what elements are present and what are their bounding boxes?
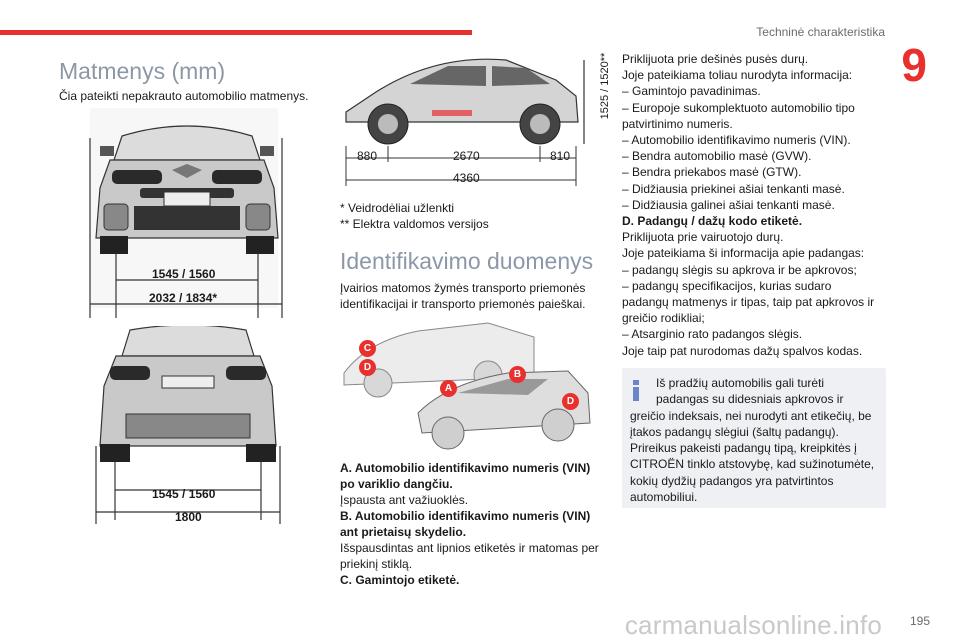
col3-line: – Europoje sukomplektuoto automobilio tipo xyxy=(622,100,855,115)
col3-line: Joje pateikiama toliau nurodyta informacija: xyxy=(622,68,853,83)
item-b-title: B. Automobilio identifikavimo numeris (VIN) ant prietaisų skydelio. xyxy=(340,509,591,539)
col3-line: – Automobilio identifikavimo numeris (VIN). xyxy=(622,133,851,148)
info-line: CITROËN tinklo atstovybę, kad sužinotumėte, xyxy=(630,457,875,472)
col3-line: – Gamintojo pavadinimas. xyxy=(622,84,761,99)
front-width-label: 2032 / 1834* xyxy=(149,291,218,305)
col3-line: Priklijuota prie vairuotojo durų. xyxy=(622,230,784,245)
rear-track-label: 1545 / 1560 xyxy=(152,487,216,501)
info-line: Iš pradžių automobilis gali turėti xyxy=(656,376,825,390)
side-wheelbase-label: 2670 xyxy=(453,149,480,163)
info-line: įtakos padangų slėgiui (šaltų padangų). xyxy=(630,424,839,439)
marker-c: C xyxy=(359,340,376,357)
marker-b: B xyxy=(509,366,526,383)
info-line: automobiliui. xyxy=(630,490,698,505)
identification-cars-illustration xyxy=(338,313,594,457)
note-electric: ** Elektra valdomos versijos xyxy=(340,217,489,231)
info-icon xyxy=(632,380,640,400)
section-header: Techninė charakteristika xyxy=(756,25,885,39)
column-three-text xyxy=(622,51,884,359)
rear-width-label: 1800 xyxy=(175,510,202,524)
watermark-text: carmanualsonline.info xyxy=(624,610,882,640)
chapter-number: 9 xyxy=(901,39,927,91)
marker-d-left: D xyxy=(359,359,376,376)
col3-line: – Didžiausia priekinei ašiai tenkanti masė. xyxy=(622,181,845,196)
side-height-label: 1525 / 1520** xyxy=(599,52,611,120)
col3-line: – Atsarginio rato padangos slėgis. xyxy=(622,327,803,342)
side-rear-overhang-label: 810 xyxy=(550,149,571,163)
side-front-overhang-label: 880 xyxy=(357,149,378,163)
dimensions-intro: Čia pateikti nepakrauto automobilio matmenys. xyxy=(59,89,309,103)
col3-line: – Didžiausia galinei ašiai tenkanti masė. xyxy=(622,197,835,212)
info-line: padangas su didesniais apkrovos ir xyxy=(656,392,844,407)
col3-line: – padangų slėgis su apkrova ir be apkrovos; xyxy=(622,262,857,277)
col3-line: Joje taip pat nurodomas dažų spalvos kodas. xyxy=(622,343,863,358)
front-track-label: 1545 / 1560 xyxy=(152,267,216,281)
col3-line: Priklijuota prie dešinės pusės durų. xyxy=(622,52,809,66)
item-b-text: Išspausdintas ant lipnios etiketės ir matomas per priekinį stiklą. xyxy=(340,541,599,571)
item-d-title: D. Padangų / dažų kodo etiketė. xyxy=(622,214,803,229)
info-line: Prireikus pakeisti padangų tipą, kreipkitės į xyxy=(630,441,857,456)
info-line: kokių dydžių padangos yra patvirtintos xyxy=(630,473,834,488)
page-number: 195 xyxy=(909,614,930,628)
marker-d-right: D xyxy=(562,393,579,410)
header-accent-bar xyxy=(0,30,472,35)
col3-line: patvirtinimo numeris. xyxy=(622,116,733,131)
marker-a: A xyxy=(440,380,457,397)
item-a-title: A. Automobilio identifikavimo numeris (VIN) po variklio dangčiu. xyxy=(340,461,591,491)
item-a-text: Įspausta ant važiuoklės. xyxy=(340,493,469,507)
col3-line: – Bendra priekabos masė (GTW). xyxy=(622,165,802,180)
info-box xyxy=(622,368,886,508)
identification-title: Identifikavimo duomenys xyxy=(340,248,594,274)
side-length-label: 4360 xyxy=(453,171,480,185)
info-line: greičio indeksais, nei nurodyti ant etikečių, be xyxy=(630,408,872,423)
item-c-title: C. Gamintojo etiketė. xyxy=(340,573,460,587)
col3-line: – padangų specifikacijos, kurias sudaro xyxy=(622,278,832,293)
dimensions-title: Matmenys (mm) xyxy=(59,58,226,84)
note-mirrors: * Veidrodėliai užlenkti xyxy=(340,201,455,215)
col3-line: Joje pateikiama ši informacija apie padangas: xyxy=(622,246,865,261)
col3-line: padangų matmenys ir tipas, taip pat apkrovos ir xyxy=(622,295,875,310)
identification-intro: Įvairios matomos žymės transporto priemonės identifikacijai ir transporto priemonės paieškai. xyxy=(340,281,586,311)
col3-line: – Bendra automobilio masė (GVW). xyxy=(622,149,812,164)
car-side-view-illustration xyxy=(336,52,608,188)
col3-line: greičio rodikliai; xyxy=(622,311,705,326)
